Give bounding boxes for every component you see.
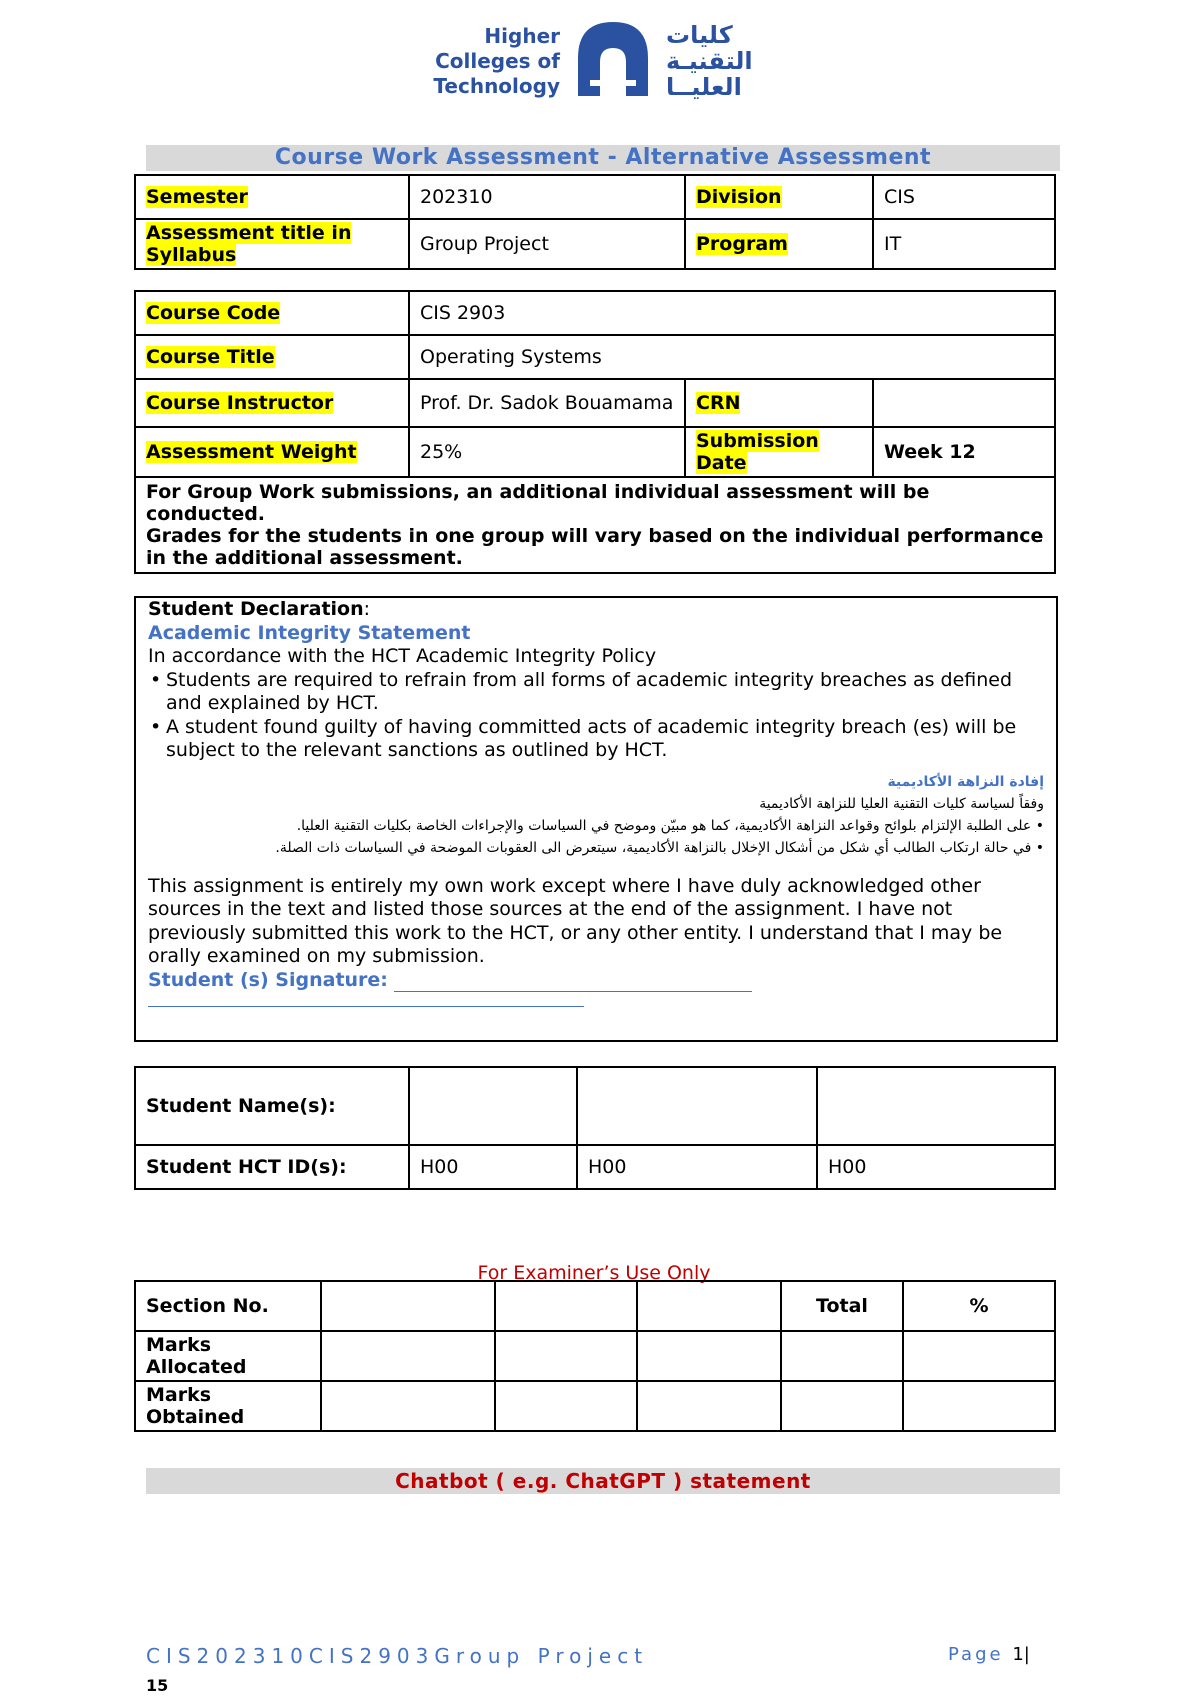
declaration-heading: Student Declaration bbox=[148, 598, 364, 620]
integrity-intro: In accordance with the HCT Academic Integrity Policy bbox=[148, 645, 657, 667]
declaration-statement: This assignment is entirely my own work except where I have duly acknowledged other sources in the text and listed those sources at the end of the assignment. I have not previously submitted this work to the HCT, or any other entity. I understand that I may be orally examined on my submission. bbox=[148, 874, 1003, 967]
footer-separator: | bbox=[1023, 1644, 1030, 1665]
logo-line: التقنيـة bbox=[666, 47, 753, 75]
course-title-label: Course Title bbox=[146, 346, 275, 368]
program-value: IT bbox=[873, 219, 1055, 269]
arabic-bullet-text: في حالة ارتكاب الطالب أي شكل من أشكال الإخلال بالنزاهة الأكاديمية، سيتعرض الى العقوبات الموضحة في السياسات ذات الصلة. bbox=[275, 839, 1032, 856]
marks-allocated-label: Marks Allocated bbox=[135, 1331, 321, 1381]
program-label-cell bbox=[685, 219, 873, 269]
total-label: Total bbox=[781, 1281, 903, 1331]
semester-label-cell bbox=[135, 175, 409, 219]
marks-cell[interactable] bbox=[781, 1381, 903, 1431]
marks-cell[interactable] bbox=[637, 1331, 781, 1381]
student-info-table bbox=[134, 1066, 1056, 1190]
marks-cell[interactable] bbox=[903, 1381, 1055, 1431]
course-code-value: CIS 2903 bbox=[409, 291, 1055, 335]
semester-value: 202310 bbox=[409, 175, 685, 219]
marks-cell[interactable] bbox=[495, 1381, 637, 1431]
weight-label-cell bbox=[135, 427, 409, 477]
footer-page-number: 1 bbox=[1012, 1644, 1024, 1665]
student-name-label: Student Name(s): bbox=[135, 1067, 409, 1145]
marks-obtained-label: Marks Obtained bbox=[135, 1381, 321, 1431]
submission-value: Week 12 bbox=[873, 427, 1055, 477]
division-label-cell bbox=[685, 175, 873, 219]
section-no-label: Section No. bbox=[135, 1281, 321, 1331]
student-name-field[interactable] bbox=[409, 1067, 577, 1145]
marks-cell[interactable] bbox=[321, 1381, 495, 1431]
logo-line: العليــا bbox=[666, 73, 742, 101]
marks-cell[interactable] bbox=[495, 1331, 637, 1381]
footer-page bbox=[948, 1644, 1030, 1665]
marks-cell[interactable] bbox=[321, 1331, 495, 1381]
logo-line: Technology bbox=[433, 74, 560, 98]
instructor-label-cell bbox=[135, 379, 409, 427]
footer-total-pages: 15 bbox=[146, 1676, 169, 1695]
program-label: Program bbox=[696, 233, 788, 255]
course-title-label-cell bbox=[135, 335, 409, 379]
course-title-value: Operating Systems bbox=[409, 335, 1055, 379]
footer-page-label: Page bbox=[948, 1644, 1004, 1665]
percent-label: % bbox=[903, 1281, 1055, 1331]
marks-cell[interactable] bbox=[903, 1331, 1055, 1381]
weight-value: 25% bbox=[409, 427, 685, 477]
weight-label: Assessment Weight bbox=[146, 441, 357, 463]
submission-label: Submission Date bbox=[696, 430, 819, 474]
marks-cell[interactable] bbox=[637, 1381, 781, 1431]
semester-table bbox=[134, 174, 1056, 270]
group-note bbox=[135, 477, 1055, 573]
assessment-title-label: Assessment title in Syllabus bbox=[146, 222, 352, 266]
integrity-bullets bbox=[148, 669, 1044, 763]
logo-line: Colleges of bbox=[435, 49, 560, 73]
crn-label: CRN bbox=[696, 392, 741, 414]
integrity-title: Academic Integrity Statement bbox=[148, 621, 471, 644]
examiner-table bbox=[134, 1280, 1056, 1432]
crn-value bbox=[873, 379, 1055, 427]
declaration-heading-colon: : bbox=[363, 598, 371, 620]
course-code-label: Course Code bbox=[146, 302, 281, 324]
marks-cell[interactable] bbox=[781, 1331, 903, 1381]
student-name-field[interactable] bbox=[817, 1067, 1055, 1145]
section-cell[interactable] bbox=[495, 1281, 637, 1331]
division-value: CIS bbox=[873, 175, 1055, 219]
arabic-integrity-intro: وفقاً لسياسة كليات التقنية العليا للنزاهة الأكاديمية bbox=[759, 795, 1044, 812]
assessment-title-value: Group Project bbox=[409, 219, 685, 269]
arabic-integrity-title: إفادة النزاهة الأكاديمية bbox=[887, 773, 1044, 790]
student-declaration bbox=[134, 596, 1058, 1042]
logo-line: كليات bbox=[666, 21, 733, 49]
page-title: Course Work Assessment - Alternative Assessment bbox=[146, 145, 1060, 171]
crn-label-cell bbox=[685, 379, 873, 427]
signature-line[interactable] bbox=[394, 973, 752, 992]
course-table bbox=[134, 290, 1056, 574]
signature-line-2[interactable] bbox=[148, 992, 584, 1007]
division-label: Division bbox=[696, 186, 782, 208]
arabic-integrity-bullet: • على الطلبة الإلتزام بلوائح وقواعد النزاهة الأكاديمية، كما هو مبيّن وموضح في السياسات والإجراءات الخاصة بكليات التقنية العليا. bbox=[296, 817, 1044, 834]
integrity-bullet: • Students are required to refrain from all forms of academic integrity breaches as defined and explained by HCT. bbox=[148, 669, 1044, 716]
student-name-field[interactable] bbox=[577, 1067, 817, 1145]
hct-logo-icon bbox=[572, 18, 654, 100]
arabic-integrity-bullet: • في حالة ارتكاب الطالب أي شكل من أشكال الإخلال بالنزاهة الأكاديمية، سيتعرض الى العقوبات الموضحة في السياسات ذات الصلة. bbox=[275, 839, 1044, 856]
group-note-line-2: Grades for the students in one group will vary based on the individual performance in the additional assessment. bbox=[146, 525, 1044, 569]
integrity-bullet: • A student found guilty of having committed acts of academic integrity breach (es) will be subject to the relevant sanctions as outlined by HCT. bbox=[148, 716, 1044, 763]
logo-line: Higher bbox=[484, 24, 560, 48]
student-id-field[interactable]: H00 bbox=[409, 1145, 577, 1189]
chatbot-statement-title: Chatbot ( e.g. ChatGPT ) statement bbox=[146, 1468, 1060, 1494]
instructor-value: Prof. Dr. Sadok Bouamama bbox=[409, 379, 685, 427]
footer-doc-id: CIS202310CIS2903Group Project bbox=[146, 1644, 649, 1668]
arabic-bullet-text: على الطلبة الإلتزام بلوائح وقواعد النزاهة الأكاديمية، كما هو مبيّن وموضح في السياسات والإجراءات الخاصة بكليات التقنية العليا. bbox=[296, 817, 1032, 834]
student-id-label: Student HCT ID(s): bbox=[135, 1145, 409, 1189]
student-id-field[interactable]: H00 bbox=[577, 1145, 817, 1189]
semester-label: Semester bbox=[146, 186, 248, 208]
course-code-label-cell bbox=[135, 291, 409, 335]
examiner-title: For Examiner’s Use Only bbox=[477, 1262, 711, 1284]
assessment-title-label-cell bbox=[135, 219, 409, 269]
instructor-label: Course Instructor bbox=[146, 392, 334, 414]
group-note-line-1: For Group Work submissions, an additional individual assessment will be conducted. bbox=[146, 481, 930, 525]
signature-label: Student (s) Signature: bbox=[148, 968, 388, 991]
submission-label-cell bbox=[685, 427, 873, 477]
section-cell[interactable] bbox=[637, 1281, 781, 1331]
logo-text-english bbox=[420, 24, 560, 99]
logo-text-arabic bbox=[666, 22, 796, 100]
section-cell[interactable] bbox=[321, 1281, 495, 1331]
student-id-field[interactable]: H00 bbox=[817, 1145, 1055, 1189]
